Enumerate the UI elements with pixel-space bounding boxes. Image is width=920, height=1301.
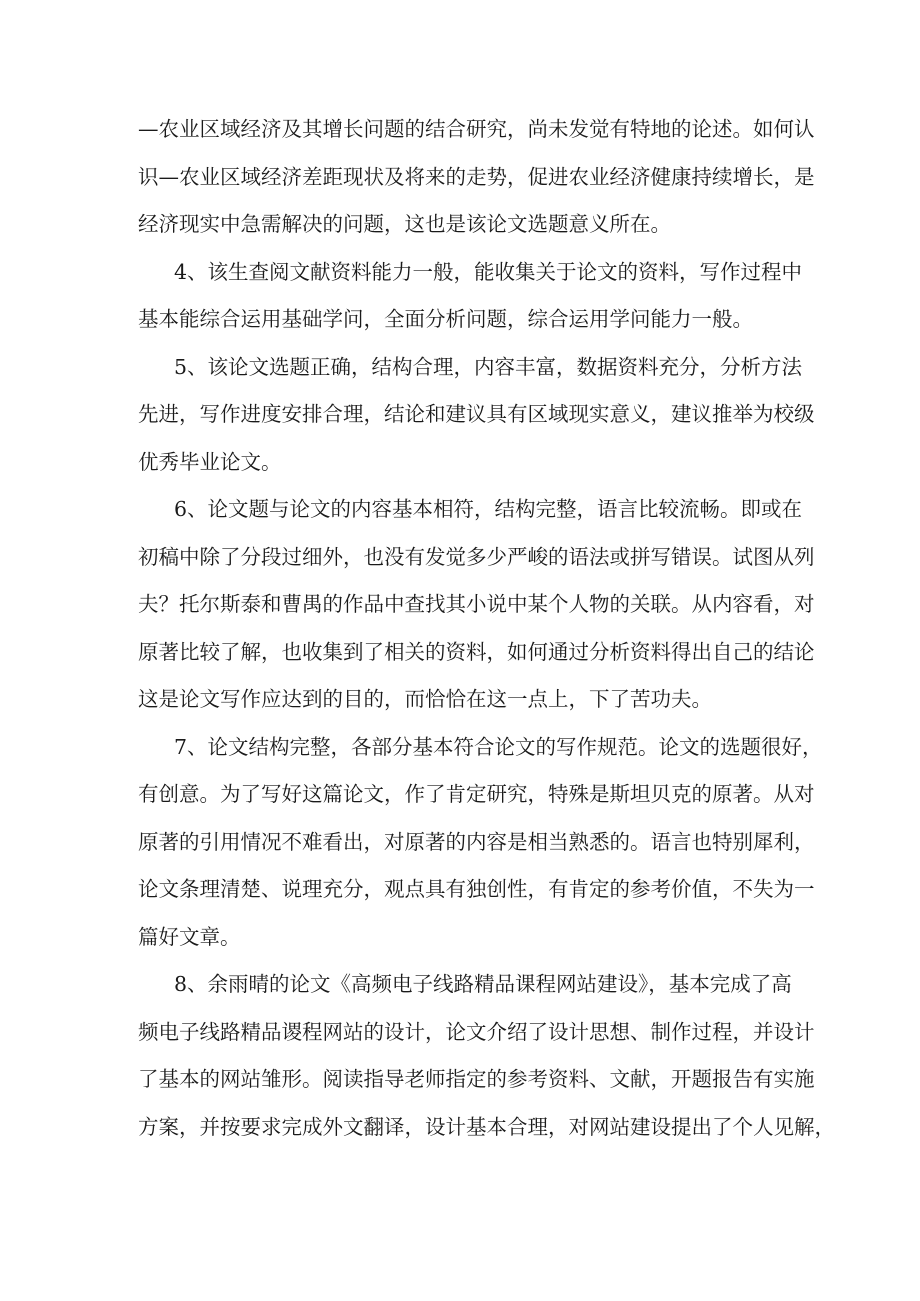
paragraph-item-8 xyxy=(138,961,835,1151)
text-line: 这是论文写作应达到的目的，而恰恰在这一点上，下了苦功夫。 xyxy=(138,687,712,711)
text-line: 方案，并按要求完成外文翻译，设计基本合理，对网站建设提出了个人见解， xyxy=(138,1114,835,1139)
text-line: 5、该论文选题正确，结构合理，内容丰富，数据资料充分，分析方法 xyxy=(174,354,803,379)
paragraph-intro xyxy=(138,106,815,249)
text-line: 篇好文章。 xyxy=(138,924,241,949)
text-line: 识—农业区域经济差距现状及将来的走势，促进农业经济健康持续增长，是 xyxy=(138,164,815,189)
text-line: 6、论文题与论文的内容基本相符，结构完整，语言比较流畅。即或在 xyxy=(174,497,803,521)
document-body xyxy=(138,106,835,1151)
text-line: 优秀毕业论文。 xyxy=(138,449,282,474)
text-line: 了基本的网站雏形。阅读指导老师指定的参考资料、文献，开题报告有实施 xyxy=(138,1067,815,1091)
text-line: 频电子线路精品谡程网站的设计，论文介绍了设计思想、制作过程，并设计 xyxy=(138,1019,815,1044)
text-line: 8、余雨晴的论文《高频电子线路精品课程网站建设》，基本完成了高 xyxy=(174,972,792,996)
text-line: 7、论文结构完整，各部分基本符合论文的写作规范。论文的选题很好， xyxy=(174,734,823,759)
text-line: 夫？托尔斯泰和曹禺的作品中查找其小说中某个人物的关联。从内容看，对 xyxy=(138,592,815,616)
text-line: 原著比较了解，也收集到了相关的资料，如何通过分析资料得出自己的结论 xyxy=(138,639,815,664)
paragraph-item-4 xyxy=(138,249,803,344)
text-line: 先进，写作进度安排合理，结论和建议具有区域现实意义，建议推举为校级 xyxy=(138,402,815,426)
text-line: 原著的引用情况不难看出，对原著的内容是相当熟悉的。语言也特别犀利， xyxy=(138,829,815,854)
paragraph-item-7 xyxy=(138,724,823,962)
text-line: 有创意。为了写好这篇论文，作了肯定研究，特殊是斯坦贝克的原著。从对 xyxy=(138,782,815,806)
text-line: —农业区域经济及其增长问题的结合研究，尚未发觉有特地的论述。如何认 xyxy=(138,117,815,141)
text-line: 论文条理清楚、说理充分，观点具有独创性，有肯定的参考价值，不失为一 xyxy=(138,877,815,901)
text-line: 4、该生查阅文献资料能力一般，能收集关于论文的资料，写作过程中 xyxy=(174,259,803,284)
text-line: 初稿中除了分段过细外，也没有发觉多少严峻的语法或拼写错误。试图从列 xyxy=(138,544,815,569)
paragraph-item-6 xyxy=(138,486,815,724)
text-line: 经济现实中急需解决的问题，这也是该论文选题意义所在。 xyxy=(138,212,671,236)
paragraph-item-5 xyxy=(138,344,815,487)
text-line: 基本能综合运用基础学问，全面分析问题，综合运用学问能力一般。 xyxy=(138,307,753,331)
